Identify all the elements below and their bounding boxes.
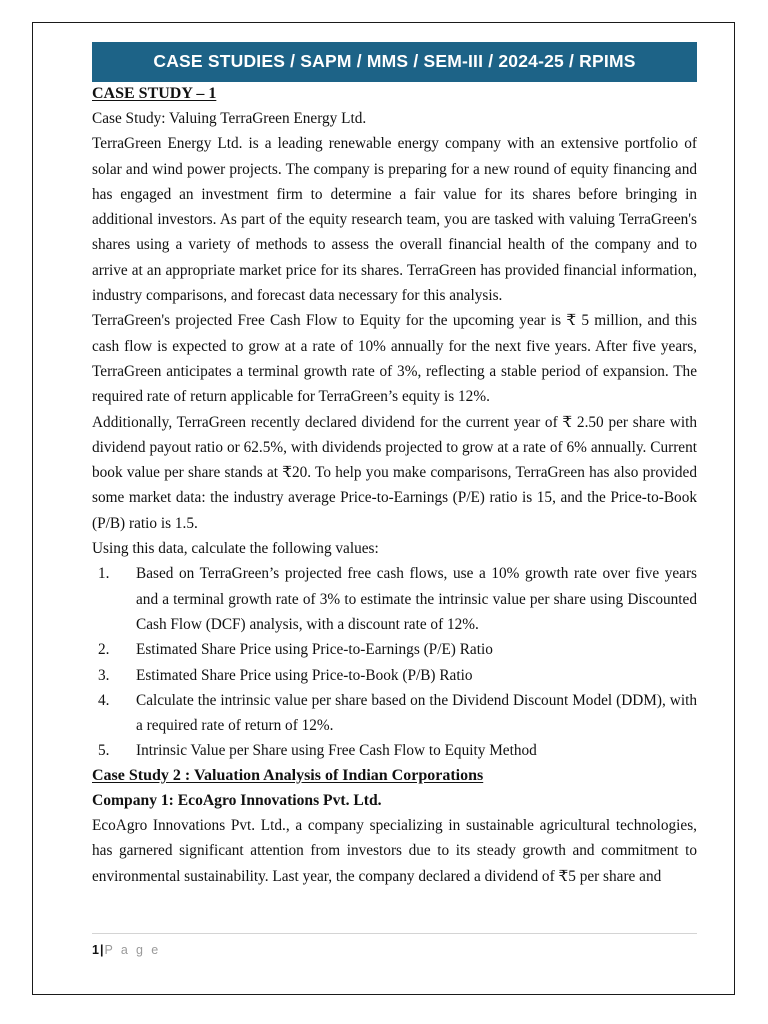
list-item-number: 4. bbox=[98, 691, 110, 709]
list-item-number: 2. bbox=[98, 641, 110, 659]
case-study-1-paragraph-3: Additionally, TerraGreen recently declared dividend for the current year of ₹ 2.50 per share with dividend payout ratio or 62.5%, with dividends projected to grow at a rate of 6% annually. Current book value per share stands at ₹20. To help you make comparisons, TerraGreen has also provided some market data: the industry average Price-to-Earnings (P/E) ratio is 15, and the Price-to-Book (P/B) ratio is 1.5. bbox=[92, 413, 697, 532]
list-item-text: Estimated Share Price using Price-to-Book (P/B) Ratio bbox=[136, 666, 473, 684]
tasks-list bbox=[92, 561, 697, 763]
list-item bbox=[98, 561, 697, 637]
list-item-text: Intrinsic Value per Share using Free Cash Flow to Equity Method bbox=[136, 742, 537, 760]
list-item bbox=[98, 637, 697, 662]
page-footer bbox=[92, 933, 697, 957]
list-item bbox=[98, 738, 697, 763]
footer-separator: | bbox=[99, 943, 104, 957]
tasks-intro: Using this data, calculate the following values: bbox=[92, 540, 379, 558]
footer-page-label: P a g e bbox=[104, 943, 161, 957]
footer-page-indicator bbox=[92, 943, 697, 957]
case-study-1-paragraph-1: TerraGreen Energy Ltd. is a leading renewable energy company with an extensive portfolio of solar and wind power projects. The company is preparing for a new round of equity financing and has engaged an investment firm to determine a fair value for its shares before bringing in additional investors. As part of the equity research team, you are tasked with valuing TerraGreen's shares using a variety of methods to assess the overall financial health of the company and to arrive at an appropriate market price for its shares. TerraGreen has provided financial information, industry comparisons, and forecast data necessary for this analysis. bbox=[92, 135, 697, 305]
case-study-2-heading: Case Study 2 : Valuation Analysis of Indian Corporations bbox=[92, 766, 484, 784]
case-study-1-paragraph-2: TerraGreen's projected Free Cash Flow to Equity for the upcoming year is ₹ 5 million, and this cash flow is expected to grow at a rate of 10% annually for the next five years. After five years, TerraGreen anticipates a terminal growth rate of 3%, reflecting a stable period of expansion. The required rate of return applicable for TerraGreen’s equity is 12%. bbox=[92, 312, 697, 406]
footer-divider bbox=[92, 933, 697, 934]
case-study-1-heading: CASE STUDY – 1 bbox=[92, 85, 217, 102]
list-item-text: Based on TerraGreen’s projected free cash flows, use a 10% growth rate over five years and a terminal growth rate of 3% to estimate the intrinsic value per share using Discounted Cash Flow (DCF) analysis, with a discount rate of 12%. bbox=[136, 565, 697, 633]
case-study-2-company-heading: Company 1: EcoAgro Innovations Pvt. Ltd. bbox=[92, 791, 382, 809]
list-item-number: 5. bbox=[98, 742, 110, 760]
list-item bbox=[98, 663, 697, 688]
document-content bbox=[92, 42, 697, 889]
list-item-text: Calculate the intrinsic value per share based on the Dividend Discount Model (DDM), with a required rate of return of 12%. bbox=[136, 691, 697, 735]
list-item bbox=[98, 688, 697, 739]
footer-page-number: 1 bbox=[92, 943, 99, 957]
list-item-number: 3. bbox=[98, 666, 110, 684]
case-study-2-paragraph: EcoAgro Innovations Pvt. Ltd., a company specializing in sustainable agricultural technologies, has garnered significant attention from investors due to its steady growth and commitment to environmental sustainability. Last year, the company declared a dividend of ₹5 per share and bbox=[92, 817, 697, 885]
list-item-number: 1. bbox=[98, 565, 110, 583]
list-item-text: Estimated Share Price using Price-to-Earnings (P/E) Ratio bbox=[136, 641, 493, 659]
document-header-banner: CASE STUDIES / SAPM / MMS / SEM-III / 2024-25 / RPIMS bbox=[92, 42, 697, 82]
case-study-1-subtitle: Case Study: Valuing TerraGreen Energy Ltd. bbox=[92, 110, 367, 127]
